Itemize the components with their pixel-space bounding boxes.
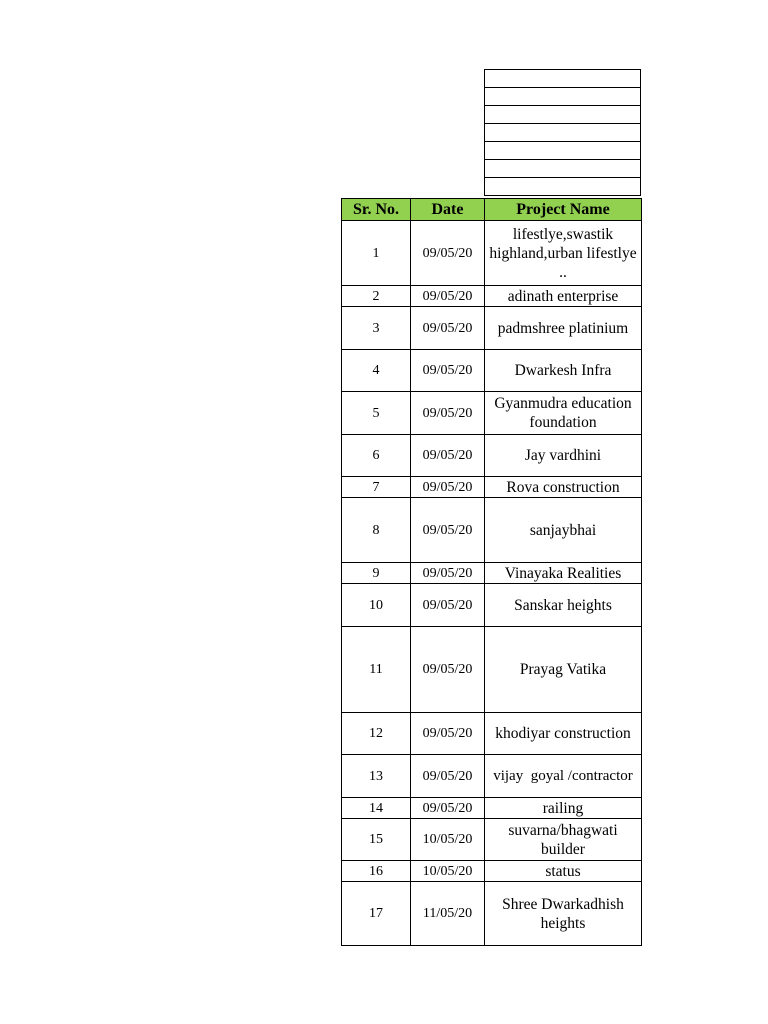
sr-no-cell[interactable]: 7 bbox=[342, 477, 411, 498]
project-table bbox=[341, 198, 642, 946]
blank-row bbox=[485, 124, 641, 142]
blank-cell[interactable] bbox=[485, 160, 641, 178]
table-row bbox=[342, 350, 642, 392]
header-project-name[interactable]: Project Name bbox=[485, 199, 642, 221]
sr-no-cell[interactable]: 15 bbox=[342, 819, 411, 861]
project-name-cell[interactable]: padmshree platinium bbox=[485, 307, 642, 350]
date-cell[interactable]: 09/05/20 bbox=[411, 307, 485, 350]
project-name-cell[interactable]: railing bbox=[485, 798, 642, 819]
table-row bbox=[342, 307, 642, 350]
sr-no-cell[interactable]: 14 bbox=[342, 798, 411, 819]
table-row bbox=[342, 755, 642, 798]
blank-cell[interactable] bbox=[485, 88, 641, 106]
table-row bbox=[342, 286, 642, 307]
project-name-cell[interactable]: Rova construction bbox=[485, 477, 642, 498]
table-row bbox=[342, 477, 642, 498]
table-row bbox=[342, 563, 642, 584]
table-row bbox=[342, 221, 642, 286]
date-cell[interactable]: 09/05/20 bbox=[411, 627, 485, 713]
project-name-cell[interactable]: Dwarkesh Infra bbox=[485, 350, 642, 392]
sr-no-cell[interactable]: 4 bbox=[342, 350, 411, 392]
project-name-cell[interactable]: status bbox=[485, 861, 642, 882]
table-row bbox=[342, 498, 642, 563]
project-name-cell[interactable]: Gyanmudra education foundation bbox=[485, 392, 642, 435]
date-cell[interactable]: 09/05/20 bbox=[411, 563, 485, 584]
table-row bbox=[342, 392, 642, 435]
sr-no-cell[interactable]: 12 bbox=[342, 713, 411, 755]
sr-no-cell[interactable]: 13 bbox=[342, 755, 411, 798]
project-name-cell[interactable]: Sanskar heights bbox=[485, 584, 642, 627]
blank-cell[interactable] bbox=[485, 124, 641, 142]
sr-no-cell[interactable]: 9 bbox=[342, 563, 411, 584]
sr-no-cell[interactable]: 10 bbox=[342, 584, 411, 627]
date-cell[interactable]: 09/05/20 bbox=[411, 435, 485, 477]
sr-no-cell[interactable]: 1 bbox=[342, 221, 411, 286]
sr-no-cell[interactable]: 2 bbox=[342, 286, 411, 307]
project-name-cell[interactable]: adinath enterprise bbox=[485, 286, 642, 307]
date-cell[interactable]: 09/05/20 bbox=[411, 755, 485, 798]
date-cell[interactable]: 10/05/20 bbox=[411, 819, 485, 861]
project-name-cell[interactable]: Jay vardhini bbox=[485, 435, 642, 477]
date-cell[interactable]: 09/05/20 bbox=[411, 286, 485, 307]
table-row bbox=[342, 584, 642, 627]
sr-no-cell[interactable]: 17 bbox=[342, 882, 411, 946]
blank-cell[interactable] bbox=[485, 142, 641, 160]
date-cell[interactable]: 09/05/20 bbox=[411, 392, 485, 435]
blank-cell[interactable] bbox=[485, 70, 641, 88]
blank-cell-stack bbox=[484, 69, 641, 196]
table-row bbox=[342, 627, 642, 713]
sr-no-cell[interactable]: 5 bbox=[342, 392, 411, 435]
date-cell[interactable]: 09/05/20 bbox=[411, 221, 485, 286]
date-cell[interactable]: 09/05/20 bbox=[411, 350, 485, 392]
date-cell[interactable]: 09/05/20 bbox=[411, 498, 485, 563]
blank-row bbox=[485, 178, 641, 196]
project-name-cell[interactable]: Shree Dwarkadhish heights bbox=[485, 882, 642, 946]
header-row bbox=[342, 199, 642, 221]
table-row bbox=[342, 882, 642, 946]
sr-no-cell[interactable]: 8 bbox=[342, 498, 411, 563]
blank-cell[interactable] bbox=[485, 106, 641, 124]
date-cell[interactable]: 09/05/20 bbox=[411, 477, 485, 498]
header-date[interactable]: Date bbox=[411, 199, 485, 221]
blank-cell[interactable] bbox=[485, 178, 641, 196]
project-name-cell[interactable]: khodiyar construction bbox=[485, 713, 642, 755]
table-row bbox=[342, 861, 642, 882]
sr-no-cell[interactable]: 3 bbox=[342, 307, 411, 350]
project-name-cell[interactable]: lifestlye,swastik highland,urban lifestlye .. bbox=[485, 221, 642, 286]
date-cell[interactable]: 09/05/20 bbox=[411, 798, 485, 819]
sr-no-cell[interactable]: 11 bbox=[342, 627, 411, 713]
sr-no-cell[interactable]: 16 bbox=[342, 861, 411, 882]
project-name-cell[interactable]: Vinayaka Realities bbox=[485, 563, 642, 584]
blank-row bbox=[485, 88, 641, 106]
table-row bbox=[342, 819, 642, 861]
blank-row bbox=[485, 160, 641, 178]
date-cell[interactable]: 11/05/20 bbox=[411, 882, 485, 946]
project-name-cell[interactable]: Prayag Vatika bbox=[485, 627, 642, 713]
sr-no-cell[interactable]: 6 bbox=[342, 435, 411, 477]
table-row bbox=[342, 713, 642, 755]
project-name-cell[interactable]: vijay goyal /contractor bbox=[485, 755, 642, 798]
table-row bbox=[342, 435, 642, 477]
date-cell[interactable]: 10/05/20 bbox=[411, 861, 485, 882]
blank-row bbox=[485, 70, 641, 88]
date-cell[interactable]: 09/05/20 bbox=[411, 584, 485, 627]
blank-row bbox=[485, 106, 641, 124]
blank-row bbox=[485, 142, 641, 160]
project-name-cell[interactable]: sanjaybhai bbox=[485, 498, 642, 563]
date-cell[interactable]: 09/05/20 bbox=[411, 713, 485, 755]
project-name-cell[interactable]: suvarna/bhagwati builder bbox=[485, 819, 642, 861]
table-row bbox=[342, 798, 642, 819]
header-sr-no[interactable]: Sr. No. bbox=[342, 199, 411, 221]
